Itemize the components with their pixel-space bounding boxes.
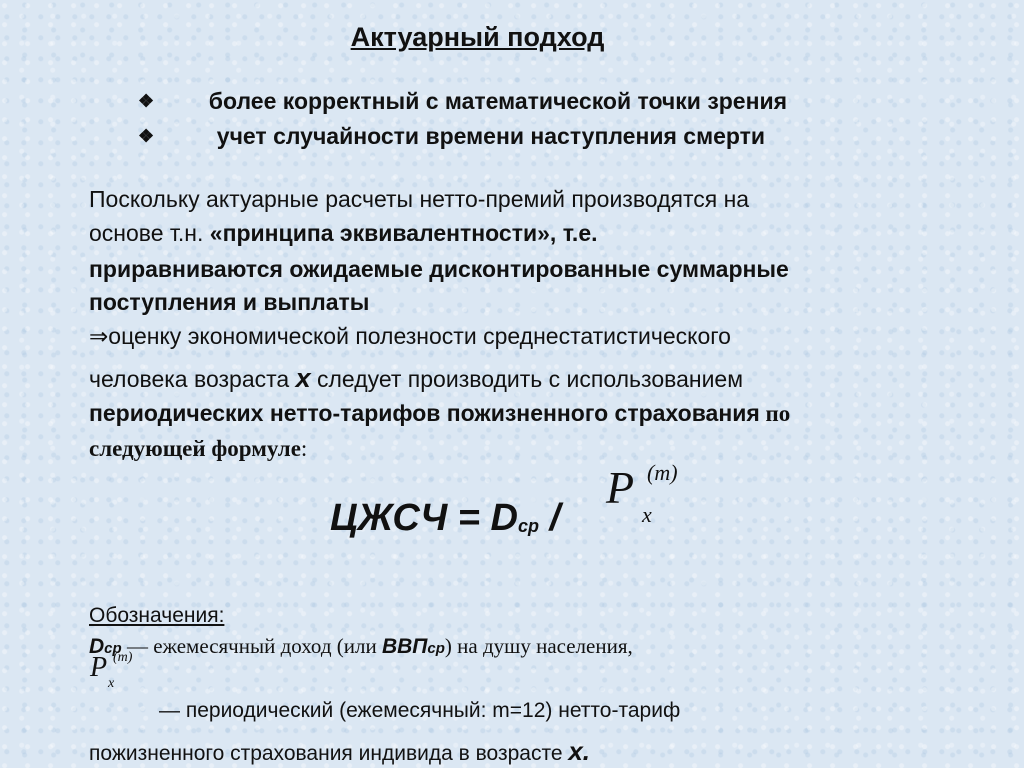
paragraph-text: оценку экономической полезности среднестатистического: [108, 323, 731, 349]
paragraph-text: по: [759, 401, 791, 426]
implies-arrow-icon: ⇒: [89, 324, 109, 349]
diamond-bullet-icon: ❖: [138, 91, 155, 111]
equivalence-principle: «принципа эквивалентности», т.е.: [209, 220, 598, 246]
paragraph-line-2: [89, 216, 598, 250]
age-variable: x.: [568, 736, 591, 766]
legend-text: пожизненного страхования индивида в возрасте: [89, 742, 569, 765]
gdp-subscript: ср: [427, 640, 445, 657]
legend-line-tariff-cont: [89, 736, 590, 767]
bullet-text-1: более корректный с математической точки зрения: [208, 88, 788, 114]
legend-text: ) на душу населения,: [444, 634, 633, 658]
age-variable: x: [295, 363, 311, 393]
legend-line-income: [89, 634, 633, 659]
paragraph-text: человека возраста: [89, 366, 296, 392]
tariff-subscript: x: [642, 502, 652, 527]
main-formula: [330, 497, 560, 540]
paragraph-bold-text: периодических нетто-тарифов пожизненного страхования: [89, 400, 760, 426]
paragraph-line-7: [89, 396, 790, 431]
paragraph-line-5: [89, 319, 731, 354]
formula-slash: /: [539, 497, 561, 539]
paragraph-text: следует производить с использованием: [310, 366, 744, 392]
paragraph-line-8: [89, 431, 307, 466]
paragraph-text: следующей формуле: [89, 436, 301, 461]
legend-line-tariff: — периодический (ежемесячный: m=12) нетто-тариф: [159, 699, 681, 722]
bullet-text-2: учет случайности времени наступления смерти: [216, 123, 766, 149]
legend-text: — ежемесячный доход (или: [121, 634, 382, 658]
tariff-superscript-small: (m): [113, 650, 133, 665]
tariff-superscript: (m): [647, 460, 678, 485]
paragraph-line-3: приравниваются ожидаемые дисконтированные суммарные: [89, 256, 789, 282]
bullet-item-2: [138, 123, 765, 150]
income-symbol: D: [89, 635, 105, 658]
formula-subscript: ср: [518, 516, 540, 536]
paragraph-line-6: [89, 361, 743, 396]
tariff-symbol: P: [606, 462, 635, 513]
slide-title: Актуарный подход: [350, 22, 605, 52]
gdp-symbol: ВВП: [381, 635, 428, 658]
tariff-subscript-small: x: [108, 676, 115, 691]
tariff-symbol-small: P: [90, 652, 108, 683]
legend-heading: Обозначения:: [89, 604, 225, 627]
paragraph-line-4: поступления и выплаты: [89, 289, 370, 315]
formula-lhs: ЦЖСЧ = D: [330, 497, 518, 539]
income-subscript: ср: [104, 640, 122, 657]
diamond-bullet-icon: ❖: [138, 126, 155, 146]
paragraph-text: :: [300, 436, 308, 461]
paragraph-line-1: Поскольку актуарные расчеты нетто-премий производятся на: [89, 186, 750, 212]
bullet-item-1: [138, 88, 787, 115]
paragraph-text: основе т.н.: [89, 220, 210, 246]
